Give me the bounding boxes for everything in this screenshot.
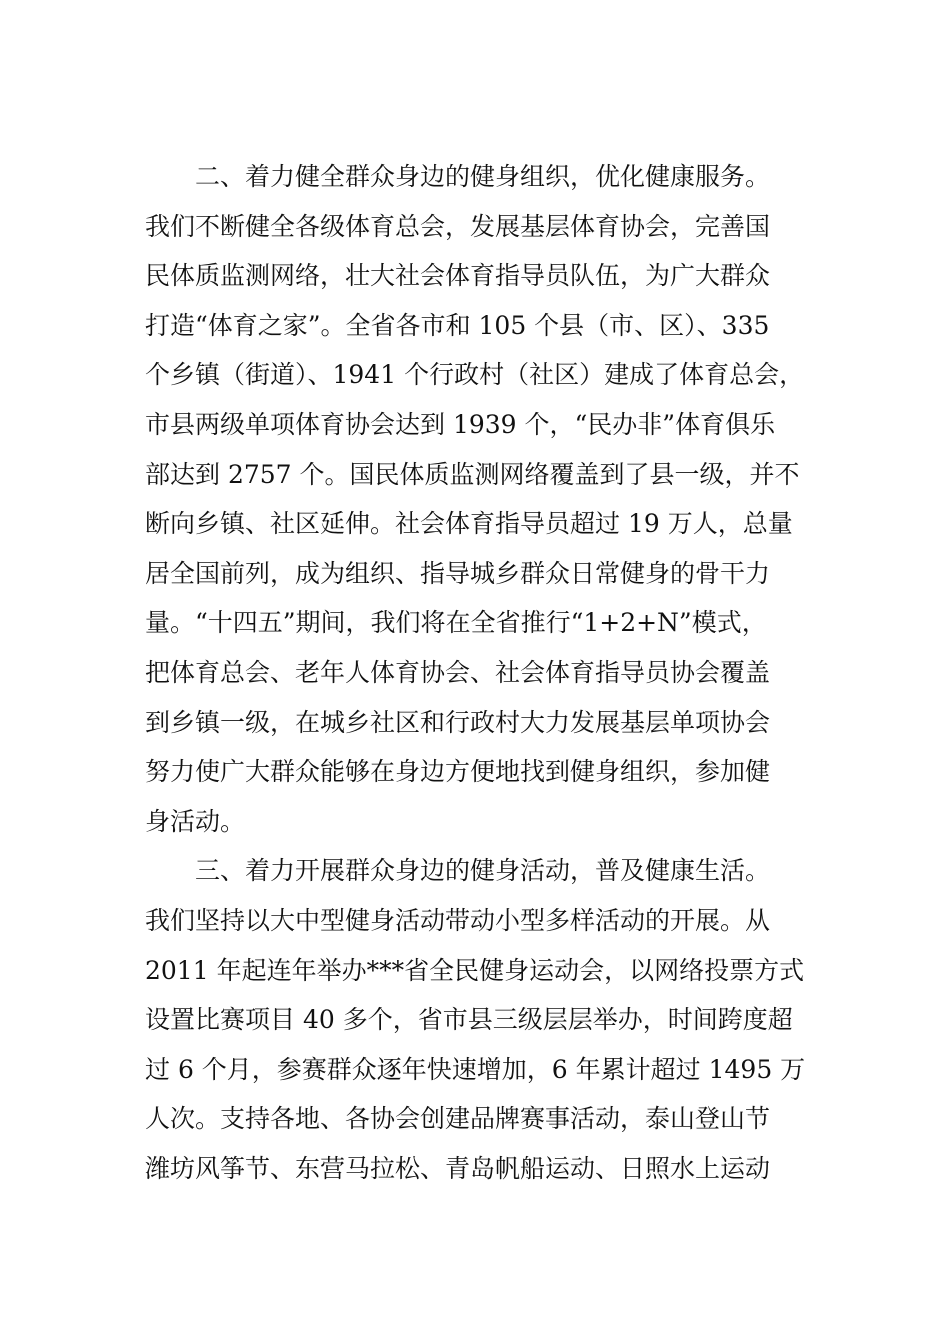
text-line: 把体育总会、老年人体育协会、社会体育指导员协会覆盖 — [145, 657, 771, 687]
text-line: 民体质监测网络，壮大社会体育指导员队伍，为广大群众 — [145, 261, 771, 291]
text-line: 打造“体育之家”。全省各市和 105 个县（市、区）、335 — [145, 310, 770, 340]
paragraph-heading-two: 二、着力健全群众身边的健身组织，优化健康服务。 — [195, 162, 771, 191]
text-line: 我们坚持以大中型健身活动带动小型多样活动的开展。从 — [145, 905, 771, 935]
text-line: 部达到 2757 个。国民体质监测网络覆盖到了县一级，并不 — [145, 459, 800, 489]
text-line: 人次。支持各地、各协会创建品牌赛事活动，泰山登山节 — [145, 1104, 771, 1134]
text-line: 到乡镇一级，在城乡社区和行政村大力发展基层单项协会 — [145, 707, 771, 737]
text-line: 个乡镇（街道）、1941 个行政村（社区）建成了体育总会， — [145, 360, 805, 390]
text-line: 潍坊风筝节、东营马拉松、青岛帆船运动、日照水上运动 — [145, 1153, 771, 1183]
text-line: 2011 年起连年举办***省全民健身运动会，以网络投票方式 — [145, 955, 805, 985]
text-line: 量。“十四五”期间，我们将在全省推行“1+2+N”模式， — [145, 608, 767, 638]
text-line: 我们不断健全各级体育总会，发展基层体育协会，完善国 — [145, 211, 771, 241]
text-line: 过 6 个月，参赛群众逐年快速增加，6 年累计超过 1495 万 — [145, 1054, 806, 1084]
text-line: 努力使广大群众能够在身边方便地找到健身组织，参加健 — [145, 757, 771, 787]
text-line: 设置比赛项目 40 多个，省市县三级层层举办，时间跨度超 — [145, 1005, 793, 1035]
text-line: 身活动。 — [145, 806, 246, 836]
text-line: 断向乡镇、社区延伸。社会体育指导员超过 19 万人，总量 — [145, 509, 793, 539]
text-line: 居全国前列，成为组织、指导城乡群众日常健身的骨干力 — [145, 558, 771, 588]
paragraph-heading-three: 三、着力开展群众身边的健身活动，普及健康生活。 — [195, 856, 771, 886]
document-body — [145, 152, 817, 1193]
text-line: 市县两级单项体育协会达到 1939 个，“民办非”体育俱乐 — [145, 409, 776, 439]
